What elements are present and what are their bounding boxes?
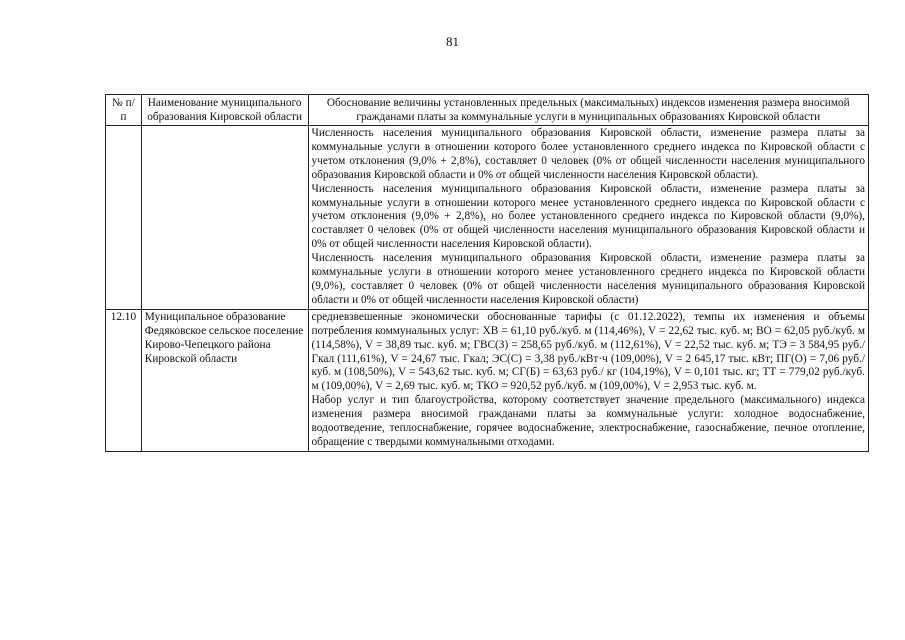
row-number: 12.10 — [106, 309, 142, 451]
page-number: 81 — [446, 34, 459, 49]
population-paragraph: Численность населения муниципального образования Кировской области, изменение размера платы за коммунальные услуги в отношении которого менее установленного среднего индекса по Кировской области с учетом отклонения (9,0% + 2,8%), но более установленного среднего индекса по Кировской области (9,0%), составляет 0 человек (0% от общей численности населения муниципального образования Кировской области и 0% от общей численности населения Кировской области). — [311, 182, 865, 251]
services-paragraph: Набор услуг и тип благоустройства, которому соответствует значение предельного (максимального) индекса изменения размера вносимой гражданами платы за коммунальные услуги: холодное водоснабжение, водоотведение, теплоснабжение, горячее водоснабжение, электроснабжение, газоснабжение, печное отопление, обращение с твердыми коммунальными отходами. — [311, 394, 865, 448]
header-number: № п/п — [106, 95, 142, 126]
municipal-index-table — [105, 94, 869, 452]
justification-cell — [308, 309, 869, 451]
continuation-name-cell — [141, 126, 308, 310]
header-justification: Обоснование величины установленных предельных (максимальных) индексов изменения размера вносимой гражданами платы за коммунальные услуги в муниципальных образованиях Кировской области — [308, 95, 869, 126]
table-header-row — [106, 95, 869, 126]
population-paragraph: Численность населения муниципального образования Кировской области, изменение размера платы за коммунальные услуги в отношении которого более установленного среднего индекса по Кировской области с учетом отклонения (9,0% + 2,8%), составляет 0 человек (0% от общей численности населения муниципального образования Кировской области и 0% от общей численности населения Кировской области). — [311, 127, 865, 181]
continuation-number-cell — [106, 126, 142, 310]
municipality-name: Муниципальное образование Федяковское сельское поселение Кирово-Чепецкого района Кировской области — [141, 309, 308, 451]
population-paragraph: Численность населения муниципального образования Кировской области, изменение размера платы за коммунальные услуги в отношении которого менее установленного среднего индекса по Кировской области (9,0%), составляет 0 человек (0% от общей численности населения муниципального образования Кировской области и 0% от общей численности населения Кировской области) — [311, 252, 865, 306]
header-municipality-name: Наименование муниципального образования Кировской области — [141, 95, 308, 126]
table-row-12-10 — [106, 309, 869, 451]
continuation-justification-cell — [308, 126, 869, 310]
table-row-continuation — [106, 126, 869, 310]
tariffs-paragraph: средневзвешенные экономически обоснованные тарифы (с 01.12.2022), темпы их изменения и объемы потребления коммунальных услуг: ХВ = 61,10 руб./куб. м (114,46%), V = 22,62 тыс. куб. м; ВО = 62,05 руб./куб. м (114,58%), V = 38,89 тыс. куб. м; ГВС(З) = 258,65 руб./куб. м (112,61%), V = 22,52 тыс. куб. м; ТЭ = 3 584,95 руб./Гкал (111,61%), V = 24,67 тыс. Гкал; ЭС(С) = 3,38 руб./кВт·ч (109,00%), V = 2 645,17 тыс. кВт; ПГ(О) = 7,06 руб./куб. м (108,50%), V = 543,62 тыс. куб. м; СГ(Б) = 63,63 руб./ кг (104,19%), V = 0,101 тыс. кг; ТТ = 779,02 руб./куб. м (109,00%), V = 2,69 тыс. куб. м; ТКО = 920,52 руб./куб. м (109,00%), V = 2,953 тыс. куб. м. — [311, 310, 865, 393]
